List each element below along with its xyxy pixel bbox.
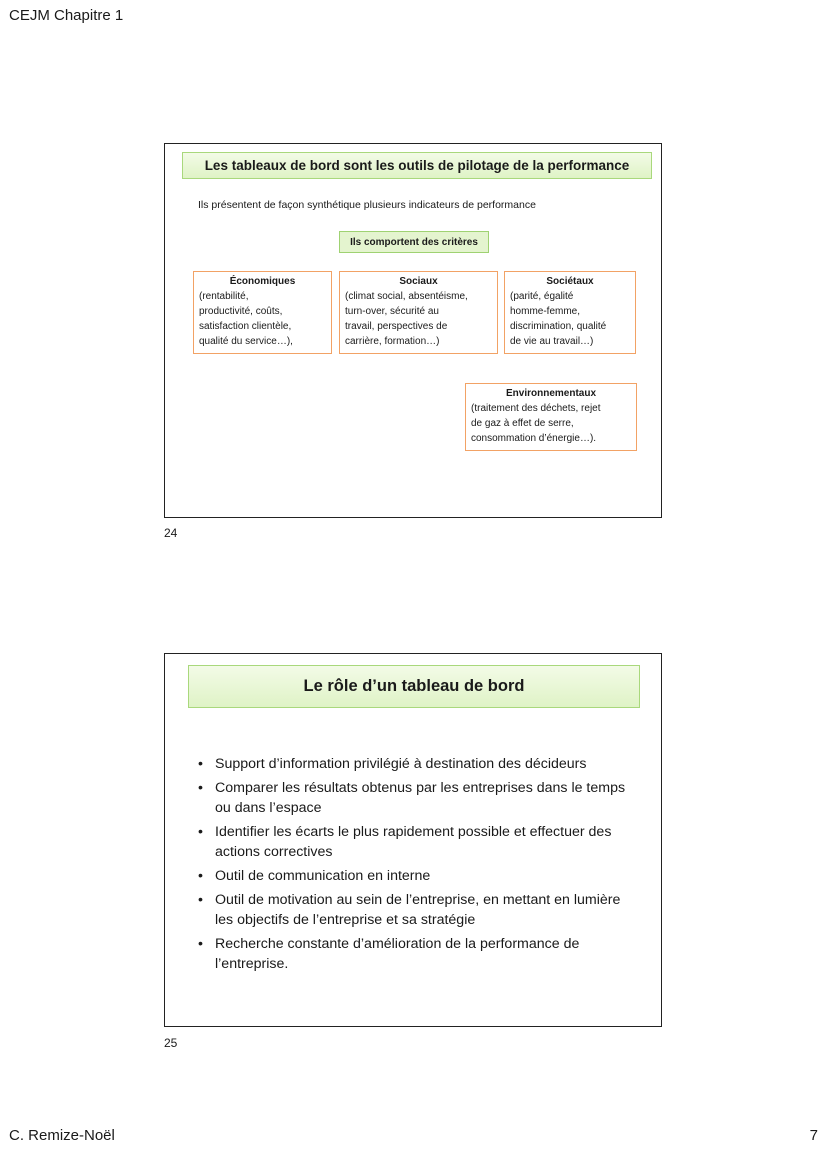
criterion-environnementaux — [465, 383, 637, 451]
criterion-title: Sociétaux — [546, 276, 594, 287]
bullet-item: • Recherche constante d’amélioration de la performance de l’entreprise. — [196, 934, 636, 974]
criteria-label: Ils comportent des critères — [339, 231, 489, 253]
bullet-item: • Outil de communication en interne — [196, 866, 636, 886]
criterion-description: (climat social, absentéisme, turn-over, sécurité au travail, perspectives de carrière, formation…) — [345, 291, 468, 347]
page-header: CEJM Chapitre 1 — [9, 7, 124, 24]
bullet-item: • Identifier les écarts le plus rapidement possible et effectuer des actions correctives — [196, 822, 636, 862]
slide-title: Le rôle d’un tableau de bord — [188, 665, 640, 708]
criterion-societaux — [504, 271, 636, 354]
criterion-description: (parité, égalité homme-femme, discrimination, qualité de vie au travail…) — [510, 291, 607, 347]
bullet-item: • Support d’information privilégié à destination des décideurs — [196, 754, 636, 774]
criterion-description: (traitement des déchets, rejet de gaz à effet de serre, consommation d’énergie…). — [471, 403, 601, 444]
criterion-economiques — [193, 271, 332, 354]
bullet-item: • Comparer les résultats obtenus par les entreprises dans le temps ou dans l’espace — [196, 778, 636, 818]
slide-number-24: 24 — [164, 526, 178, 540]
criterion-title: Environnementaux — [505, 388, 597, 399]
criterion-description: (rentabilité, productivité, coûts, satisfaction clientèle, qualité du service…), — [199, 291, 293, 347]
criterion-sociaux — [339, 271, 498, 354]
slide-intro-text: Ils présentent de façon synthétique plusieurs indicateurs de performance — [198, 199, 536, 211]
bullet-item: • Outil de motivation au sein de l’entreprise, en mettant en lumière les objectifs de l’entreprise et sa stratégie — [196, 890, 636, 930]
footer-author: C. Remize-Noël — [9, 1127, 115, 1144]
bullet-list — [196, 754, 636, 978]
page-number: 7 — [809, 1127, 818, 1144]
slide-24 — [164, 143, 662, 518]
slide-25 — [164, 653, 662, 1027]
slide-title: Les tableaux de bord sont les outils de pilotage de la performance — [182, 152, 652, 179]
criterion-title: Sociaux — [399, 276, 438, 287]
criterion-title: Économiques — [229, 276, 296, 287]
slide-number-25: 25 — [164, 1036, 178, 1050]
